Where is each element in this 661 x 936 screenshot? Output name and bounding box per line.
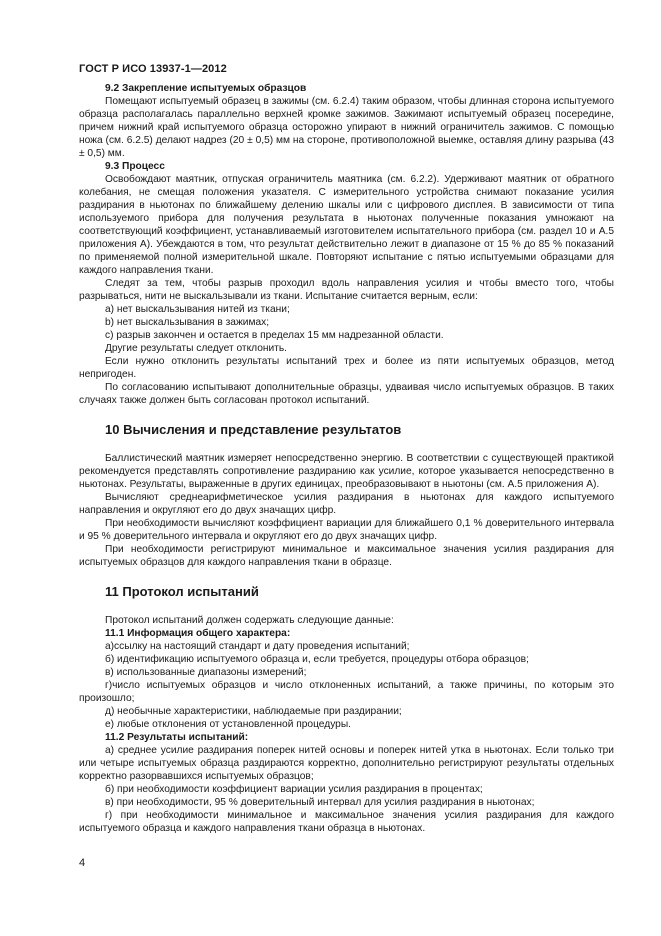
paragraph: Освобождают маятник, отпуская ограничитель маятника (см. 6.2.2). Удерживают маятник от обратного колебания, не смещая положения указателя. С измерительного устройства снимают показание усилия раздирания в ньютонах по ближайшему делению шкалы или с цифрового дисплея. В зависимости от типа используемого прибора для получения результата в ньютонах полученные показания умножают на соответствующий коэффициент, устанавливаемый изготовителем испытательного прибора (см. раздел 10 и А.5 приложения А). Убеждаются в том, что результат действительно лежит в диапазоне от 15 % до 85 % показаний по применяемой полной измерительной шкале. Повторяют испытание с пятью испытуемыми образцами для каждого направления ткани. — [79, 174, 614, 276]
subsection-title: 9.3 Процесс — [105, 161, 165, 172]
paragraph: а) нет выскальзывания нитей из ткани; — [105, 304, 290, 315]
paragraph: б) идентификацию испытуемого образца и, если требуется, процедуры отбора образцов; — [105, 654, 529, 665]
paragraph: Если нужно отклонить результаты испытаний трех и более из пяти испытуемых образцов, метод непригоден. — [79, 356, 614, 380]
paragraph: Другие результаты следует отклонить. — [105, 343, 287, 354]
paragraph: Баллистический маятник измеряет непосредственно энергию. В соответствии с существующей практикой рекомендуется представлять сопротивление раздиранию как усилие, которое указывается непосредственно в ньютонах. Результаты, выраженные в других единицах, преобразовывают в ньютоны (см. А.5 приложения А). — [79, 453, 614, 490]
subsection-title: 9.2 Закрепление испытуемых образцов — [105, 83, 307, 94]
paragraph: Следят за тем, чтобы разрыв проходил вдоль направления усилия и чтобы вместо того, чтобы разрываться, нити не выскальзывали из ткани. Испытание считается верным, если: — [79, 278, 614, 302]
paragraph: е) любые отклонения от установленной процедуры. — [105, 719, 351, 730]
subsection-title: 11.2 Результаты испытаний: — [105, 732, 249, 743]
paragraph: При необходимости вычисляют коэффициент вариации для ближайшего 0,1 % доверительного интервала и 95 % доверительного интервала и округляют его до двух значащих цифр. — [79, 518, 614, 542]
paragraph: b) нет выскальзывания в зажимах; — [105, 317, 270, 328]
subsection-title: 11.1 Информация общего характера: — [105, 628, 291, 639]
document-body — [79, 82, 614, 835]
paragraph: г) при необходимости минимальное и максимальное значения усилия раздирания для каждого испытуемого образца и каждого направления ткани образца в ньютонах. — [79, 810, 614, 834]
paragraph: При необходимости регистрируют минимальное и максимальное значения усилия раздирания для испытуемых образцов для каждого направления ткани в образце. — [79, 544, 614, 568]
paragraph: в) использованные диапазоны измерений; — [105, 667, 307, 678]
paragraph: Помещают испытуемый образец в зажимы (см. 6.2.4) таким образом, чтобы длинная сторона испытуемого образца располагалась параллельно верхней кромке зажимов. Зажимают испытуемый образец посередине, причем нижний край испытуемого образца осторожно упирают в нижний ограничитель зажимов. С помощью ножа (см. 6.2.5) делают надрез (20 ± 0,5) мм на стороне, противоположной выемке, оставляя длину разрыва (43 ± 0,5) мм. — [79, 96, 614, 159]
paragraph: в) при необходимости, 95 % доверительный интервал для усилия раздирания в ньютонах; — [105, 797, 535, 808]
paragraph: Протокол испытаний должен содержать следующие данные: — [105, 615, 394, 626]
section-heading: 10 Вычисления и представление результатов — [105, 422, 402, 437]
paragraph: а) среднее усилие раздирания поперек нитей основы и поперек нитей утка в ньютонах. Если только три или четыре испытуемых образца раздираются корректно, дополнительно регистрируют результаты отдельных корректно разорвавшихся испытуемых образцов; — [79, 745, 614, 782]
paragraph: Вычисляют среднеарифметическое усилия раздирания в ньютонах для каждого испытуемого направления и округляют его до двух значащих цифр. — [79, 492, 614, 516]
paragraph: д) необычные характеристики, наблюдаемые при раздирании; — [105, 706, 402, 717]
section-heading: 11 Протокол испытаний — [105, 584, 259, 599]
paragraph: По согласованию испытывают дополнительные образцы, удваивая число испытуемых образцов. В таких случаях также должен быть согласован протокол испытаний. — [79, 382, 614, 406]
paragraph: б) при необходимости коэффициент вариации усилия раздирания в процентах; — [105, 784, 483, 795]
document-header: ГОСТ Р ИСО 13937-1—2012 — [79, 63, 227, 75]
paragraph: с) разрыв закончен и остается в пределах 15 мм надрезанной области. — [105, 330, 444, 341]
paragraph: г)число испытуемых образцов и число отклоненных испытаний, а также причины, по которым это произошло; — [79, 680, 614, 704]
paragraph: а)ссылку на настоящий стандарт и дату проведения испытаний; — [105, 641, 410, 652]
page-number: 4 — [79, 857, 86, 869]
